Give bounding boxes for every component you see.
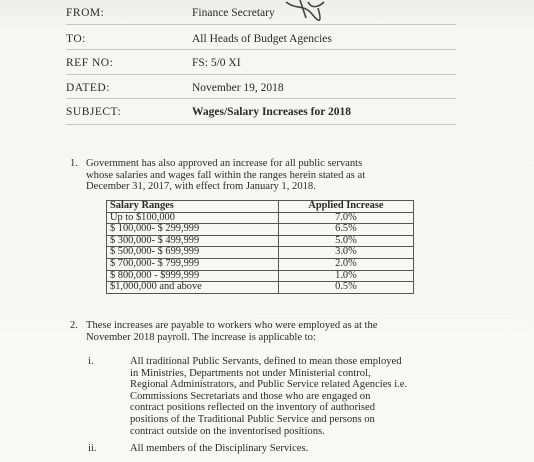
range-cell: $ 100,000- $ 299,999 [107,224,279,236]
to-label: TO: [66,33,86,45]
divider [66,74,456,75]
dated-label: DATED: [66,82,110,94]
increase-cell: 6.5% [278,224,413,236]
range-cell: $ 500,000- $ 699,999 [107,247,279,259]
range-cell: $ 800,000 - $999,999 [107,270,279,282]
to-value: All Heads of Budget Agencies [192,33,332,45]
header-salary-ranges: Salary Ranges [107,201,279,213]
table-row [107,235,414,247]
subject-row [66,106,486,126]
divider [66,24,456,25]
para1-line: Government has also approved an increase for all public servants [86,158,363,169]
para2-text [86,320,466,343]
para1-text [86,158,466,193]
item-line: positions of the Traditional Public Service and persons on [130,413,375,425]
increase-cell: 0.5% [278,282,413,294]
para1-line: December 31, 2017, with effect from January 1, 2018. [86,181,316,193]
para1-line: whose salaries and wages fall within the ranges herein stated as at [86,169,366,181]
table-row [107,224,414,236]
table-row [107,247,414,259]
divider [66,49,456,50]
table-header-row [107,201,414,213]
header-applied-increase: Applied Increase [278,201,413,213]
salary-table [106,200,414,294]
subject-value: Wages/Salary Increases for 2018 [192,106,351,118]
item-line: contract positions reflected on the inventory of authorised [130,402,376,414]
table-row [107,212,414,224]
increase-cell: 2.0% [278,258,413,270]
divider [66,124,456,125]
from-value: Finance Secretary [192,7,275,19]
item-line: contract outside on the inventorised positions. [130,425,325,437]
item-ii-text [130,443,470,455]
from-label: FROM: [66,7,105,19]
dated-value: November 19, 2018 [192,82,284,94]
item-numeral: i. [88,356,94,367]
ref-label: REF NO: [66,57,114,69]
table-row [107,258,414,270]
increase-cell: 7.0% [278,212,413,224]
table-row [107,282,414,294]
range-cell: Up to $100,000 [107,212,279,224]
increase-cell: 1.0% [278,270,413,282]
range-cell: $ 700,000- $ 799,999 [107,258,279,270]
item-line: All traditional Public Servants, defined to mean those employed [130,356,402,367]
to-row [66,33,486,53]
item-line: All members of the Disciplinary Services. [130,443,309,454]
increase-cell: 5.0% [278,235,413,247]
para2-number: 2. [70,320,78,331]
item-line: Regional Administrators, and Public Service related Agencies i.e. [130,379,408,391]
item-line: Commissions Secretariats and those who are engaged on [130,390,371,402]
item-i-text [130,356,470,437]
item-numeral: ii. [88,443,97,454]
para1-number: 1. [70,158,78,169]
dated-row [66,82,486,102]
para2-line: November 2018 payroll. The increase is applicable to: [86,331,316,343]
range-cell: $1,000,000 and above [107,282,279,294]
para2-line: These increases are payable to workers who were employed as at the [86,320,378,331]
subject-label: SUBJECT: [66,106,122,118]
increase-cell: 3.0% [278,247,413,259]
item-line: in Ministries, Departments not under Ministerial control, [130,367,371,379]
range-cell: $ 300,000- $ 499,999 [107,235,279,247]
table-row [107,270,414,282]
divider [66,98,456,99]
ref-value: FS: 5/0 XI [192,57,241,69]
